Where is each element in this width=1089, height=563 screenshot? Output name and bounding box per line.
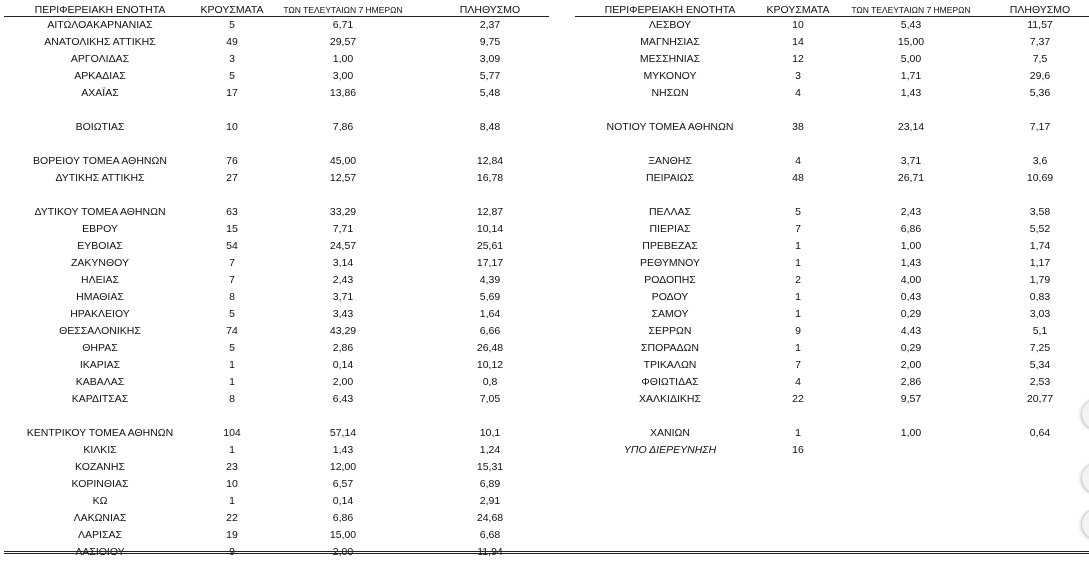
cell-name: ΒΟΡΕΙΟΥ ΤΟΜΕΑ ΑΘΗΝΩΝ	[33, 155, 167, 167]
cell-cases: 5	[229, 70, 235, 82]
cell-last7: 57,14	[329, 427, 357, 439]
cell-name: ΘΗΡΑΣ	[82, 342, 118, 354]
cell-last7: 0,29	[900, 342, 922, 354]
cell-cases: 104	[223, 427, 241, 439]
cell-last7: 9,57	[900, 393, 922, 405]
cell-pop: 25,61	[476, 240, 504, 252]
cell-pop: 15,31	[476, 461, 504, 473]
cell-name: ΤΡΙΚΑΛΩΝ	[643, 359, 697, 371]
cell-pop: 7,5	[1032, 53, 1048, 65]
cell-last7: 1,71	[900, 70, 922, 82]
left-header-population: ΠΛΗΘΥΣΜΟ	[459, 4, 521, 16]
cell-name: ΜΕΣΣΗΝΙΑΣ	[639, 53, 701, 65]
cell-pop: 5,36	[1029, 87, 1051, 99]
right-header-region: ΠΕΡΙΦΕΡΕΙΑΚΗ ΕΝΟΤΗΤΑ	[604, 4, 736, 16]
cell-pop: 6,68	[479, 529, 501, 541]
cell-cases: 4	[795, 87, 801, 99]
cell-cases: 10	[792, 19, 804, 31]
cell-pop: 5,34	[1029, 359, 1051, 371]
cell-last7: 6,86	[332, 512, 354, 524]
cell-cases: 54	[226, 240, 238, 252]
cell-pop: 24,68	[476, 512, 504, 524]
cell-name: ΜΥΚΟΝΟΥ	[643, 70, 697, 82]
cell-cases: 17	[226, 87, 238, 99]
cell-pop: 5,1	[1032, 325, 1048, 337]
cell-cases: 1	[795, 257, 801, 269]
cell-name: ΕΥΒΟΙΑΣ	[77, 240, 123, 252]
cell-pop: 3,03	[1029, 308, 1051, 320]
cell-pop: 2,91	[479, 495, 501, 507]
cell-last7: 7,86	[332, 121, 354, 133]
cell-name: ΧΑΝΙΩΝ	[650, 427, 690, 439]
cell-pop: 12,87	[476, 206, 504, 218]
cell-name: ΝΗΣΩΝ	[651, 87, 689, 99]
cell-last7: 45,00	[329, 155, 357, 167]
cell-pop: 10,1	[479, 427, 501, 439]
cell-last7: 0,29	[900, 308, 922, 320]
cell-last7: 15,00	[329, 529, 357, 541]
cell-cases: 7	[229, 274, 235, 286]
cell-pop: 9,75	[479, 36, 501, 48]
cell-pop: 20,77	[1026, 393, 1054, 405]
cell-cases: 7	[795, 359, 801, 371]
cell-cases: 49	[226, 36, 238, 48]
cell-last7: 2,00	[332, 546, 354, 558]
cell-last7: 6,43	[332, 393, 354, 405]
cell-last7: 26,71	[897, 172, 925, 184]
cell-name: ΗΜΑΘΙΑΣ	[76, 291, 124, 303]
cell-name: ΛΑΣΙΘΙΟΥ	[75, 546, 125, 558]
cell-last7: 2,43	[900, 206, 922, 218]
cell-pop: 6,89	[479, 478, 501, 490]
cell-last7: 33,29	[329, 206, 357, 218]
cell-pop: 5,69	[479, 291, 501, 303]
cell-cases: 1	[795, 240, 801, 252]
left-header-last7: ΤΩΝ ΤΕΛΕΥΤΑΙΩΝ 7 ΗΜΕΡΩΝ	[283, 5, 403, 15]
cell-cases: 4	[795, 155, 801, 167]
cell-pop: 2,37	[479, 19, 501, 31]
cell-last7: 13,86	[329, 87, 357, 99]
cell-pop: 2,53	[1029, 376, 1051, 388]
cell-name: ΚΙΛΚΙΣ	[83, 444, 117, 456]
cell-pop: 3,58	[1029, 206, 1051, 218]
cell-cases: 7	[795, 223, 801, 235]
cell-name: ΑΡΚΑΔΙΑΣ	[74, 70, 126, 82]
cell-name: ΞΑΝΘΗΣ	[648, 155, 692, 167]
cell-last7: 12,00	[329, 461, 357, 473]
cell-pop: 8,48	[479, 121, 501, 133]
cell-cases: 9	[795, 325, 801, 337]
cell-pop: 1,74	[1029, 240, 1051, 252]
cell-pop: 0,83	[1029, 291, 1051, 303]
cell-name: ΕΒΡΟΥ	[82, 223, 118, 235]
cell-name: ΠΡΕΒΕΖΑΣ	[642, 240, 698, 252]
cell-last7: 3,14	[332, 257, 354, 269]
cell-cases: 9	[229, 546, 235, 558]
cell-last7: 5,43	[900, 19, 922, 31]
cell-name: ΖΑΚΥΝΘΟΥ	[70, 257, 129, 269]
cell-last7: 15,00	[897, 36, 925, 48]
cell-pop: 7,37	[1029, 36, 1051, 48]
cell-cases: 74	[226, 325, 238, 337]
cell-cases: 5	[229, 308, 235, 320]
cell-last7: 6,86	[900, 223, 922, 235]
cell-cases: 76	[226, 155, 238, 167]
cell-name: ΡΟΔΟΠΗΣ	[644, 274, 696, 286]
cell-cases: 8	[229, 291, 235, 303]
cell-cases: 10	[226, 478, 238, 490]
cell-cases: 5	[229, 342, 235, 354]
cell-cases: 8	[229, 393, 235, 405]
cell-pop: 10,12	[476, 359, 504, 371]
cell-cases: 14	[792, 36, 804, 48]
cell-cases: 3	[229, 53, 235, 65]
cell-pop: 26,48	[476, 342, 504, 354]
cell-cases: 1	[795, 291, 801, 303]
cell-cases: 5	[229, 19, 235, 31]
cell-pop: 3,09	[479, 53, 501, 65]
cell-pop: 3,6	[1032, 155, 1048, 167]
cell-cases: 7	[229, 257, 235, 269]
cell-cases: 19	[226, 529, 238, 541]
cell-name: ΛΑΚΩΝΙΑΣ	[73, 512, 127, 524]
cell-last7: 2,86	[332, 342, 354, 354]
cell-name: ΑΝΑΤΟΛΙΚΗΣ ΑΤΤΙΚΗΣ	[44, 36, 156, 48]
cell-name: ΚΟΖΑΝΗΣ	[75, 461, 125, 473]
cell-cases: 63	[226, 206, 238, 218]
cell-last7: 5,00	[900, 53, 922, 65]
cell-pop: 0,64	[1029, 427, 1051, 439]
cell-name: ΛΑΡΙΣΑΣ	[78, 529, 122, 541]
cell-pop: 5,48	[479, 87, 501, 99]
cell-cases: 12	[792, 53, 804, 65]
cell-name: ΗΡΑΚΛΕΙΟΥ	[70, 308, 130, 320]
cell-last7: 24,57	[329, 240, 357, 252]
cell-last7: 0,14	[332, 495, 354, 507]
cell-name: ΚΑΡΔΙΤΣΑΣ	[71, 393, 129, 405]
cell-name: ΘΕΣΣΑΛΟΝΙΚΗΣ	[59, 325, 141, 337]
cell-pop: 5,52	[1029, 223, 1051, 235]
cell-cases: 10	[226, 121, 238, 133]
cell-name: ΦΘΙΩΤΙΔΑΣ	[641, 376, 699, 388]
cell-cases: 3	[795, 70, 801, 82]
cell-cases: 2	[795, 274, 801, 286]
cell-pop: 7,05	[479, 393, 501, 405]
cell-name: ΔΥΤΙΚΗΣ ΑΤΤΙΚΗΣ	[55, 172, 145, 184]
cell-cases: 16	[792, 444, 804, 456]
cell-name: ΥΠΟ ΔΙΕΡΕΥΝΗΣΗ	[623, 444, 717, 456]
cell-pop: 10,69	[1026, 172, 1054, 184]
cell-cases: 27	[226, 172, 238, 184]
cell-last7: 1,43	[332, 444, 354, 456]
cell-name: ΣΕΡΡΩΝ	[648, 325, 692, 337]
cell-last7: 4,00	[900, 274, 922, 286]
cell-pop: 11,57	[1027, 19, 1053, 31]
cell-pop: 0,8	[482, 376, 498, 388]
cell-pop: 11,94	[477, 546, 503, 558]
cell-pop: 1,79	[1029, 274, 1051, 286]
cell-cases: 1	[795, 427, 801, 439]
scroll-handle-middle[interactable]	[1081, 462, 1089, 494]
cell-pop: 7,17	[1029, 121, 1051, 133]
cell-name: ΧΑΛΚΙΔΙΚΗΣ	[639, 393, 701, 405]
cell-pop: 1,24	[479, 444, 501, 456]
cell-name: ΡΕΘΥΜΝΟΥ	[639, 257, 700, 269]
cell-name: ΚΟΡΙΝΘΙΑΣ	[71, 478, 129, 490]
cell-last7: 3,71	[900, 155, 922, 167]
cell-cases: 1	[795, 342, 801, 354]
cell-cases: 4	[795, 376, 801, 388]
cell-cases: 1	[229, 376, 235, 388]
cell-last7: 3,00	[332, 70, 354, 82]
cell-name: ΝΟΤΙΟΥ ΤΟΜΕΑ ΑΘΗΝΩΝ	[606, 121, 734, 133]
cell-pop: 29,6	[1029, 70, 1051, 82]
cell-last7: 0,14	[332, 359, 354, 371]
cell-name: ΣΑΜΟΥ	[651, 308, 689, 320]
cell-name: ΒΟΙΩΤΙΑΣ	[75, 121, 125, 133]
right-header-cases: ΚΡΟΥΣΜΑΤΑ	[766, 4, 830, 16]
cell-pop: 1,17	[1029, 257, 1051, 269]
cell-last7: 4,43	[900, 325, 922, 337]
cell-cases: 48	[792, 172, 804, 184]
cell-cases: 38	[792, 121, 804, 133]
cell-name: ΡΟΔΟΥ	[651, 291, 689, 303]
cell-last7: 12,57	[329, 172, 357, 184]
cell-name: ΛΕΣΒΟΥ	[648, 19, 692, 31]
cell-cases: 23	[226, 461, 238, 473]
cell-last7: 1,00	[332, 53, 354, 65]
cell-cases: 22	[226, 512, 238, 524]
cell-name: ΚΕΝΤΡΙΚΟΥ ΤΟΜΕΑ ΑΘΗΝΩΝ	[26, 427, 174, 439]
cell-pop: 4,39	[479, 274, 501, 286]
cell-name: ΠΕΛΛΑΣ	[648, 206, 692, 218]
cell-last7: 7,71	[332, 223, 354, 235]
cell-pop: 17,17	[476, 257, 504, 269]
cell-name: ΑΧΑΪΑΣ	[81, 87, 119, 99]
cell-last7: 1,43	[900, 87, 922, 99]
cell-cases: 22	[792, 393, 804, 405]
cell-pop: 5,77	[479, 70, 501, 82]
right-header-population: ΠΛΗΘΥΣΜΟ	[1009, 4, 1071, 16]
cell-name: ΑΡΓΟΛΙΔΑΣ	[70, 53, 130, 65]
cell-last7: 3,71	[332, 291, 354, 303]
cell-last7: 1,00	[900, 240, 922, 252]
cell-cases: 5	[795, 206, 801, 218]
cell-name: ΣΠΟΡΑΔΩΝ	[641, 342, 699, 354]
cell-cases: 15	[226, 223, 238, 235]
cell-last7: 1,00	[900, 427, 922, 439]
cell-pop: 16,78	[476, 172, 504, 184]
cell-pop: 7,25	[1029, 342, 1051, 354]
cell-name: ΠΕΙΡΑΙΩΣ	[646, 172, 694, 184]
cell-last7: 2,43	[332, 274, 354, 286]
cell-name: ΠΙΕΡΙΑΣ	[649, 223, 691, 235]
cell-cases: 1	[229, 359, 235, 371]
cell-cases: 1	[229, 495, 235, 507]
right-header-last7: ΤΩΝ ΤΕΛΕΥΤΑΙΩΝ 7 ΗΜΕΡΩΝ	[851, 5, 971, 15]
cell-last7: 2,00	[332, 376, 354, 388]
left-header-cases: ΚΡΟΥΣΜΑΤΑ	[200, 4, 264, 16]
cell-pop: 6,66	[479, 325, 501, 337]
cell-name: ΑΙΤΩΛΟΑΚΑΡΝΑΝΙΑΣ	[47, 19, 153, 31]
cell-name: ΚΑΒΑΛΑΣ	[75, 376, 125, 388]
cell-last7: 29,57	[329, 36, 357, 48]
scroll-handle-bottom[interactable]	[1081, 508, 1089, 540]
cell-name: ΗΛΕΙΑΣ	[80, 274, 119, 286]
cell-last7: 43,29	[329, 325, 357, 337]
cell-name: ΜΑΓΝΗΣΙΑΣ	[640, 36, 700, 48]
cell-last7: 3,43	[332, 308, 354, 320]
cell-last7: 2,00	[900, 359, 922, 371]
cell-cases: 1	[229, 444, 235, 456]
cell-last7: 6,57	[332, 478, 354, 490]
cell-last7: 0,43	[900, 291, 922, 303]
cell-pop: 1,64	[479, 308, 501, 320]
left-header-region: ΠΕΡΙΦΕΡΕΙΑΚΗ ΕΝΟΤΗΤΑ	[34, 4, 166, 16]
cell-name: ΚΩ	[92, 495, 108, 507]
cell-pop: 12,84	[476, 155, 504, 167]
cell-name: ΙΚΑΡΙΑΣ	[79, 359, 121, 371]
cell-cases: 1	[795, 308, 801, 320]
cell-last7: 2,86	[900, 376, 922, 388]
cell-last7: 6,71	[332, 19, 354, 31]
cell-last7: 23,14	[897, 121, 925, 133]
table-bottom-rule	[4, 551, 1089, 554]
cell-last7: 1,43	[900, 257, 922, 269]
cell-pop: 10,14	[476, 223, 504, 235]
cell-name: ΔΥΤΙΚΟΥ ΤΟΜΕΑ ΑΘΗΝΩΝ	[34, 206, 166, 218]
